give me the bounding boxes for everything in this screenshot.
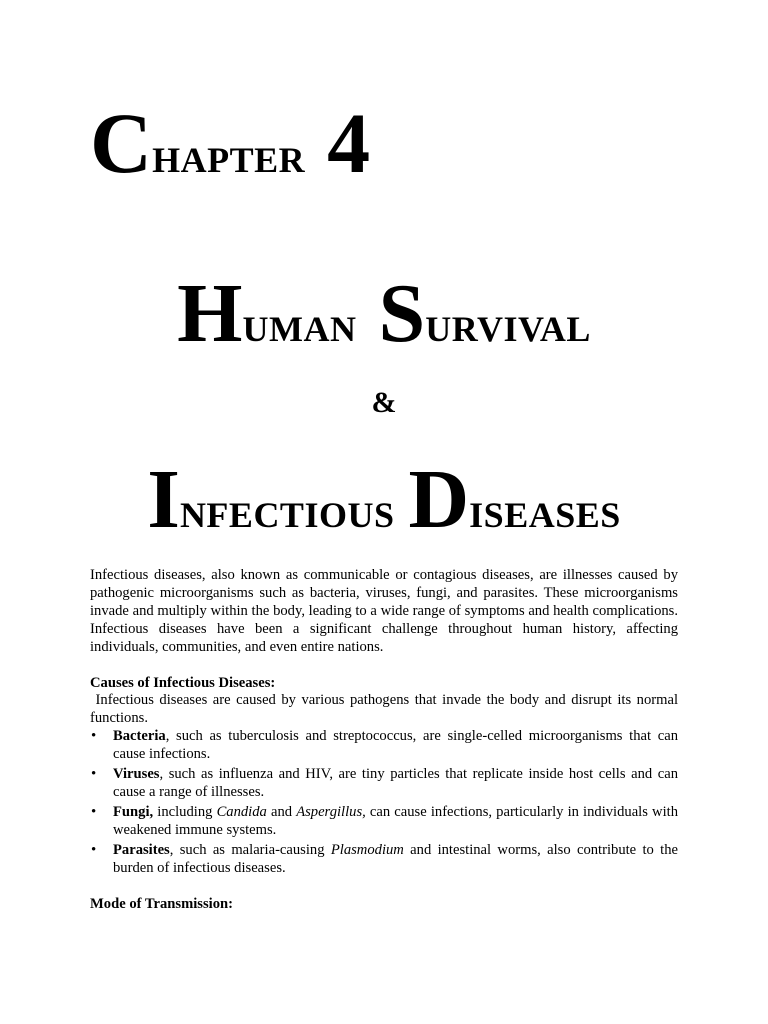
title-line-1 — [0, 267, 768, 360]
mode-heading: Mode of Transmission: — [90, 895, 233, 912]
title-ampersand: & — [371, 386, 397, 419]
list-item — [90, 766, 678, 802]
item-text: , such as malaria-causing — [169, 841, 331, 858]
title-initial: I — [147, 453, 180, 546]
item-term: Viruses — [113, 766, 160, 783]
item-text: and — [266, 803, 297, 820]
causes-list — [90, 728, 678, 877]
item-term: Bacteria — [113, 728, 166, 745]
chapter-word: HAPTER — [152, 140, 306, 180]
chapter-heading — [90, 95, 371, 191]
item-text: can cause infections, particularly in individuals with weakened immune systems. — [113, 803, 678, 838]
causes-heading: Causes of Infectious Diseases: — [90, 674, 276, 691]
item-term: Parasites — [113, 841, 170, 858]
title-word: UMAN — [242, 309, 357, 349]
item-italic: Aspergillus, — [296, 803, 366, 820]
causes-paragraph: Infectious diseases are caused by various pathogens that invade the body and disrupt its normal functions. — [90, 692, 682, 727]
chapter-number: 4 — [327, 95, 371, 191]
list-item — [90, 804, 678, 840]
list-item — [90, 728, 678, 764]
item-italic: Plasmodium — [330, 841, 404, 858]
bullet-icon: • — [91, 728, 97, 745]
item-italic: Candida — [216, 803, 267, 820]
title-word: ISEASES — [469, 495, 621, 535]
title-line-2 — [0, 453, 768, 546]
chapter-initial: C — [90, 95, 153, 191]
intro-paragraph: Infectious diseases, also known as communicable or contagious diseases, are illnesses caused by pathogenic microorganisms such as bacteria, viruses, fungi, and parasites. These microorganisms invade and multiply within the body, leading to a wide range of symptoms and health complications. Infectious diseases have been a significant challenge throughout human history, affecting individuals, communities, and even entire nations. — [90, 567, 678, 655]
item-text: including — [153, 803, 217, 820]
title-initial: H — [177, 267, 243, 360]
bullet-icon: • — [91, 766, 97, 783]
title-initial: D — [408, 453, 470, 546]
title-word: NFECTIOUS — [179, 495, 395, 535]
item-text: and intestinal worms, also contribute to the burden of infectious diseases. — [113, 841, 679, 876]
item-text: , such as tuberculosis and streptococcus, are single-celled microorganisms that can cause infections. — [113, 728, 678, 763]
title-initial: S — [378, 267, 426, 360]
bullet-icon: • — [91, 841, 97, 858]
item-term: Fungi, — [113, 803, 154, 820]
item-text: , such as influenza and HIV, are tiny particles that replicate inside host cells and can cause a range of illnesses. — [113, 766, 678, 800]
title-word: URVIVAL — [425, 309, 591, 349]
body-text — [90, 567, 682, 913]
list-item — [90, 842, 678, 878]
bullet-icon: • — [91, 803, 97, 820]
